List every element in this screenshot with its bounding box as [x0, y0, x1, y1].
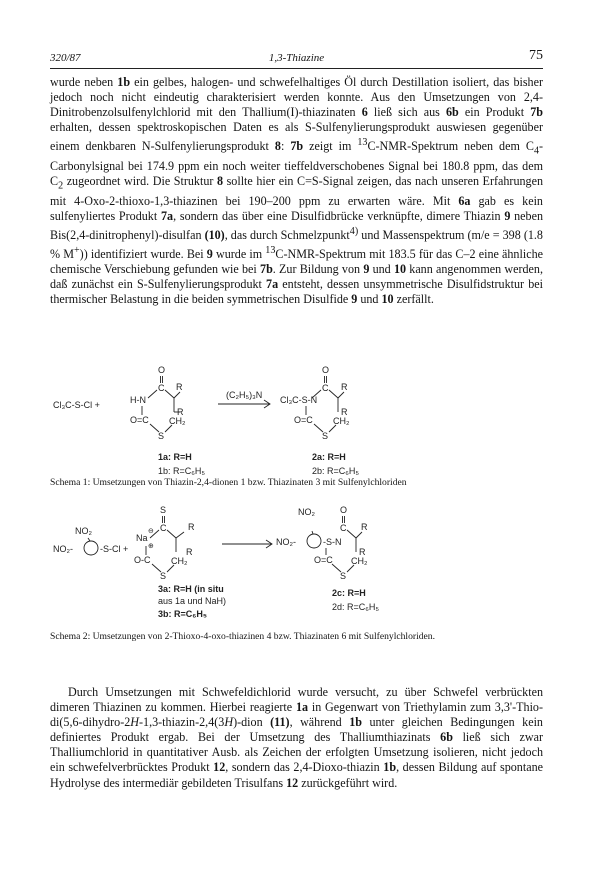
svg-text:R: R — [186, 547, 193, 557]
scheme2-sm-label-b: 3b: R=C₆H₅ — [158, 609, 207, 619]
svg-text:S: S — [158, 431, 165, 441]
scheme1-reagent: Cl₃C-S-Cl + — [53, 400, 100, 410]
svg-text:O: O — [158, 365, 166, 375]
scheme1-prod-label-a: 2a: R=H — [312, 452, 346, 462]
svg-text:C: C — [340, 523, 347, 533]
scheme-2-caption: Schema 2: Umsetzungen von 2-Thioxo-4-oxo-thiazinen 4 bzw. Thiazinaten 6 mit Sulfenylchloriden. — [50, 631, 435, 642]
svg-text:R: R — [341, 407, 348, 417]
svg-text:-S-Cl +: -S-Cl + — [100, 544, 129, 554]
svg-text:O-C: O-C — [134, 555, 151, 565]
journal-issue: 320/87 — [50, 52, 81, 64]
svg-text:C: C — [322, 383, 329, 393]
svg-text:O=C: O=C — [294, 415, 313, 425]
scheme2-product — [276, 505, 368, 581]
svg-text:CH₂: CH₂ — [169, 416, 186, 426]
svg-text:NO₂: NO₂ — [75, 526, 92, 536]
svg-text:NO₂-: NO₂- — [53, 544, 73, 554]
svg-text:-S-N: -S-N — [323, 537, 342, 547]
svg-text:R: R — [359, 547, 366, 557]
svg-text:C: C — [158, 383, 165, 393]
svg-text:R: R — [341, 382, 348, 392]
page-number: 75 — [529, 48, 543, 63]
scheme2-reagent-dinitrophenyl — [53, 526, 128, 555]
scheme2-starting-material — [134, 505, 195, 581]
scheme-2-graphic — [50, 500, 543, 640]
scheme2-sm-label-a: 3a: R=H (in situ — [158, 584, 224, 594]
svg-text:R: R — [188, 522, 195, 532]
body-paragraph-1: wurde neben 1b ein gelbes, halogen- und schwefelhaltiges Öl durch Destillation isoliert, das bisher jedoch noch nicht eindeutig charakterisiert werden konnte. Aus den Umsetzungen von 2,4-Dinitrobenzolsulfenylchlorid mit den Thallium(I)-thiazinaten 6 ließ sich aus 6b ein Produkt 7b erhalten, dessen spektroskopischen Daten es als S-Sulfenylierungsprodukt auswiesen gegenüber einem denkbaren N-Sulfenylierungsprodukt 8: 7b zeigt im $^{13}$C-NMR-Spektrum neben dem $C_4$-Carbonylsignal bei 174.9 ppm ein noch weiter tieffeldverschobenes Signal bei 180.8 ppm, das dem $C_2$ zugeordnet wird. Die Struktur 8 sollte hier ein C=S-Signal zeigen, das nach unseren Erfahrungen mit 4-Oxo-2-thioxo-1,3-thiazinen bei 190–200 ppm zu erwarten wäre. Mit 6a gab es kein sulfenyliertes Produkt 7a, sondern das über eine Disulfidbrücke verknüpfte, dimere Thiazin 9 neben Bis(2,4-dinitrophenyl)-disulfan (10), das durch Schmelzpunkt$^{4)}$ und Massenspektrum (m/e = 398 (1.8 % M+)) identifiziert wurde. Bei 9 wurde im $^{13}$C-NMR-Spektrum mit 183.5 für das C–2 eine ähnliche chemische Verschiebung gefunden wie bei 7b. Zur Bildung von 9 und 10 kann angenommen werden, daß zunächst ein S-Sulfenylierungsprodukt 7a entsteht, dessen unsymmetrische Disulfidstruktur bei thermischer Belastung in die beiden symmetrischen Disulfide 9 und 10 zerfällt. — [50, 75, 544, 307]
svg-text:R: R — [361, 522, 368, 532]
svg-text:O: O — [340, 505, 348, 515]
svg-text:H-N: H-N — [130, 395, 146, 405]
svg-text:S: S — [340, 571, 347, 581]
scheme1-arrow-label: (C₂H₅)₃N — [226, 390, 263, 400]
svg-text:S: S — [160, 505, 167, 515]
svg-text:S: S — [322, 431, 329, 441]
svg-text:⊖: ⊖ — [148, 528, 154, 535]
svg-text:⊕: ⊕ — [148, 543, 154, 550]
scheme1-product-substituent: Cl₃C-S-N — [280, 395, 318, 405]
scheme1-product — [280, 365, 350, 441]
svg-text:O=C: O=C — [130, 415, 149, 425]
scheme1-sm-label-a: 1a: R=H — [158, 452, 192, 462]
svg-text:R: R — [177, 407, 184, 417]
svg-text:C: C — [160, 523, 167, 533]
svg-text:Na: Na — [136, 533, 148, 543]
svg-text:S: S — [160, 571, 167, 581]
scheme1-sm-label-b: 1b: R=C₆H₅ — [158, 466, 206, 476]
running-title: 1,3-Thiazine — [268, 52, 325, 64]
svg-text:NO₂: NO₂ — [298, 507, 315, 517]
svg-text:O=C: O=C — [314, 555, 333, 565]
svg-text:CH₂: CH₂ — [333, 416, 350, 426]
scheme1-prod-label-b: 2b: R=C₆H₅ — [312, 466, 360, 476]
running-head — [50, 46, 543, 68]
header-rule — [50, 68, 543, 69]
body-paragraph-2: Durch Umsetzungen mit Schwefeldichlorid wurde versucht, zu über Schwefel verbrückten dimeren Thiazinen zu kommen. Hierbei reagierte 1a in Gegenwart von Triethylamin zum 3,3'-Thio-di(5,6-dihydro-2H-1,3-thiazin-2,4(3H)-dion (11), während 1b unter gleichen Bedingungen kein definiertes Produkt ergab. Bei der Umsetzung des Thalliumthiazinats 6b ließ sich zwar Thalliumchlorid in quantitativer Ausb. als Zeichen der erfolgten Umsetzung isolieren, nicht jedoch ein schwefelverbrücktes Produkt 12, sondern das 2,4-Dioxo-thiazin 1b, dessen Bildung auf spontane Hydrolyse des intermediär gebildeten Trisulfans 12 zurückgeführt wird. — [50, 685, 543, 790]
scheme-1-graphic — [50, 360, 543, 495]
svg-text:CH₂: CH₂ — [171, 556, 188, 566]
scheme2-prod-label-b: 2d: R=C₆H₅ — [332, 602, 380, 612]
scheme2-prod-label-a: 2c: R=H — [332, 588, 366, 598]
svg-text:NO₂-: NO₂- — [276, 537, 296, 547]
scheme-1-caption: Schema 1: Umsetzungen von Thiazin-2,4-dionen 1 bzw. Thiazinaten 3 mit Sulfenylchloriden — [50, 477, 407, 488]
svg-text:CH₂: CH₂ — [351, 556, 368, 566]
svg-text:O: O — [322, 365, 330, 375]
scheme1-starting-material — [130, 365, 186, 441]
scheme2-sm-label-a-cont: aus 1a und NaH) — [158, 596, 227, 606]
svg-text:R: R — [176, 382, 183, 392]
